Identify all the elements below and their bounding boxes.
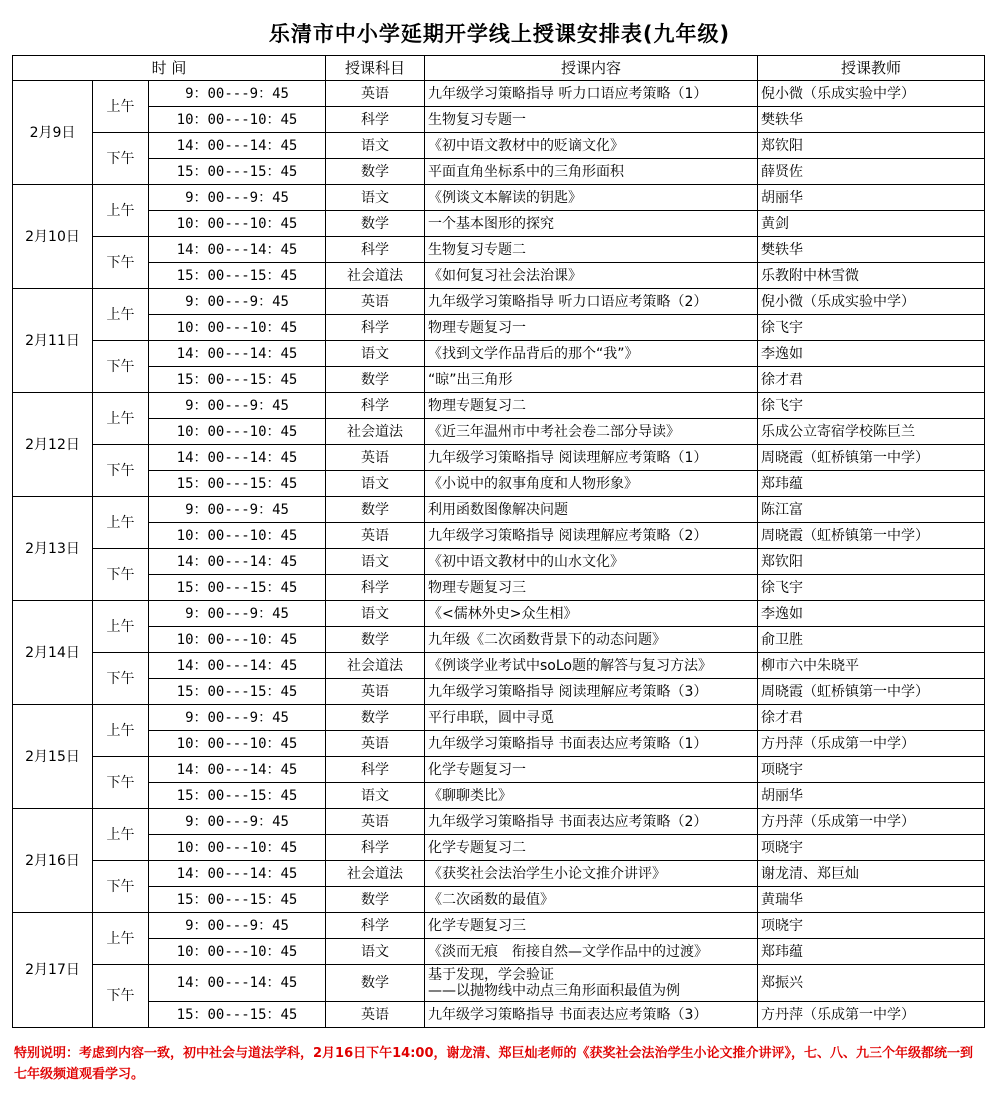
time-cell: 14：00---14：45 [149,445,326,471]
teacher-cell: 陈江富 [758,497,985,523]
time-cell: 10：00---10：45 [149,315,326,341]
teacher-cell: 乐成公立寄宿学校陈巨兰 [758,419,985,445]
table-row [13,471,985,497]
subject-cell: 科学 [326,315,425,341]
time-cell: 15：00---15：45 [149,263,326,289]
content-cell: 化学专题复习一 [425,757,758,783]
subject-cell: 数学 [326,367,425,393]
table-row [13,913,985,939]
subject-cell: 英语 [326,731,425,757]
teacher-cell: 项晓宇 [758,835,985,861]
subject-cell: 科学 [326,575,425,601]
teacher-cell: 项晓宇 [758,757,985,783]
teacher-cell: 周晓霞（虹桥镇第一中学） [758,679,985,705]
content-cell: 九年级学习策略指导 听力口语应考策略（2） [425,289,758,315]
table-row [13,861,985,887]
teacher-cell: 倪小微（乐成实验中学） [758,289,985,315]
teacher-cell: 徐飞宇 [758,393,985,419]
content-cell: 九年级学习策略指导 阅读理解应考策略（2） [425,523,758,549]
schedule-table [12,55,985,1028]
teacher-cell: 李逸如 [758,601,985,627]
subject-cell: 数学 [326,497,425,523]
date-cell: 2月12日 [13,393,93,497]
teacher-cell: 徐飞宇 [758,575,985,601]
subject-cell: 数学 [326,705,425,731]
period-pm: 下午 [93,861,149,913]
date-cell: 2月17日 [13,913,93,1028]
time-cell: 15：00---15：45 [149,679,326,705]
time-cell: 9：00---9：45 [149,809,326,835]
period-am: 上午 [93,81,149,133]
time-cell: 9：00---9：45 [149,497,326,523]
time-cell: 15：00---15：45 [149,159,326,185]
time-cell: 10：00---10：45 [149,939,326,965]
subject-cell: 科学 [326,835,425,861]
table-row [13,341,985,367]
table-row [13,575,985,601]
teacher-cell: 方丹萍（乐成第一中学） [758,809,985,835]
content-cell [425,965,758,1002]
table-row [13,549,985,575]
time-cell: 14：00---14：45 [149,341,326,367]
time-cell: 14：00---14：45 [149,237,326,263]
subject-cell: 英语 [326,445,425,471]
table-row [13,263,985,289]
teacher-cell: 李逸如 [758,341,985,367]
period-pm: 下午 [93,549,149,601]
table-row [13,315,985,341]
teacher-cell: 郑振兴 [758,965,985,1002]
content-cell: 《例谈学业考试中soLo题的解答与复习方法》 [425,653,758,679]
time-cell: 15：00---15：45 [149,471,326,497]
time-cell: 14：00---14：45 [149,861,326,887]
time-cell: 9：00---9：45 [149,81,326,107]
teacher-cell: 柳市六中朱晓平 [758,653,985,679]
table-row [13,965,985,1002]
content-cell: 九年级学习策略指导 听力口语应考策略（1） [425,81,758,107]
teacher-cell: 徐才君 [758,705,985,731]
content-line-1: 基于发现，学会验证 [428,967,555,983]
period-am: 上午 [93,705,149,757]
header-content: 授课内容 [425,56,758,81]
subject-cell: 数学 [326,965,425,1002]
period-am: 上午 [93,809,149,861]
table-row [13,445,985,471]
content-cell: 《初中语文教材中的贬谪文化》 [425,133,758,159]
table-row [13,107,985,133]
teacher-cell: 乐教附中林雪微 [758,263,985,289]
table-row [13,81,985,107]
date-cell: 2月14日 [13,601,93,705]
teacher-cell: 胡丽华 [758,783,985,809]
time-cell: 14：00---14：45 [149,757,326,783]
teacher-cell: 俞卫胜 [758,627,985,653]
content-cell: 《近三年温州市中考社会卷二部分导读》 [425,419,758,445]
content-cell: 《例谈文本解读的钥匙》 [425,185,758,211]
subject-cell: 英语 [326,1002,425,1028]
table-row [13,185,985,211]
subject-cell: 英语 [326,523,425,549]
period-pm: 下午 [93,965,149,1028]
teacher-cell: 倪小微（乐成实验中学） [758,81,985,107]
time-cell: 14：00---14：45 [149,965,326,1002]
period-pm: 下午 [93,341,149,393]
time-cell: 15：00---15：45 [149,367,326,393]
teacher-cell: 项晓宇 [758,913,985,939]
time-cell: 14：00---14：45 [149,133,326,159]
table-row [13,783,985,809]
table-row [13,939,985,965]
table-row [13,887,985,913]
table-row [13,653,985,679]
date-cell: 2月11日 [13,289,93,393]
subject-cell: 社会道法 [326,263,425,289]
content-cell: “晾”出三角形 [425,367,758,393]
teacher-cell: 樊轶华 [758,237,985,263]
content-cell: 《如何复习社会法治课》 [425,263,758,289]
subject-cell: 数学 [326,159,425,185]
teacher-cell: 郑玮蕴 [758,939,985,965]
content-cell: 一个基本图形的探究 [425,211,758,237]
table-row [13,159,985,185]
content-cell: 物理专题复习三 [425,575,758,601]
subject-cell: 科学 [326,757,425,783]
date-cell: 2月10日 [13,185,93,289]
header-time: 时 间 [13,56,326,81]
table-row [13,1002,985,1028]
teacher-cell: 黄瑞华 [758,887,985,913]
special-note: 特别说明：考虑到内容一致，初中社会与道法学科，2月16日下午14:00，谢龙清、郑巨灿老师的《获奖社会法治学生小论文推介讲评》，七、八、九三个年级都统一到七年级频道观看学习。 [14,1046,974,1082]
table-row [13,809,985,835]
time-cell: 15：00---15：45 [149,783,326,809]
content-cell: 生物复习专题一 [425,107,758,133]
content-cell: 物理专题复习一 [425,315,758,341]
content-cell: 九年级学习策略指导 阅读理解应考策略（1） [425,445,758,471]
content-cell: 化学专题复习二 [425,835,758,861]
teacher-cell: 黄剑 [758,211,985,237]
subject-cell: 数学 [326,627,425,653]
period-am: 上午 [93,601,149,653]
content-cell: 《找到文学作品背后的那个“我”》 [425,341,758,367]
table-row [13,497,985,523]
content-cell: 《获奖社会法治学生小论文推介讲评》 [425,861,758,887]
subject-cell: 科学 [326,393,425,419]
content-cell: 化学专题复习三 [425,913,758,939]
table-row [13,627,985,653]
time-cell: 10：00---10：45 [149,731,326,757]
period-am: 上午 [93,913,149,965]
content-cell: 《淡而无痕 衔接自然—文学作品中的过渡》 [425,939,758,965]
subject-cell: 语文 [326,939,425,965]
teacher-cell: 徐才君 [758,367,985,393]
period-pm: 下午 [93,133,149,185]
time-cell: 9：00---9：45 [149,601,326,627]
table-row [13,237,985,263]
content-cell: 物理专题复习二 [425,393,758,419]
subject-cell: 数学 [326,887,425,913]
teacher-cell: 樊轶华 [758,107,985,133]
time-cell: 14：00---14：45 [149,653,326,679]
period-pm: 下午 [93,445,149,497]
period-am: 上午 [93,497,149,549]
subject-cell: 科学 [326,237,425,263]
content-cell: 平行串联，圆中寻觅 [425,705,758,731]
subject-cell: 社会道法 [326,861,425,887]
subject-cell: 英语 [326,289,425,315]
time-cell: 15：00---15：45 [149,887,326,913]
date-cell: 2月15日 [13,705,93,809]
table-row [13,367,985,393]
table-row [13,705,985,731]
time-cell: 14：00---14：45 [149,549,326,575]
date-cell: 2月13日 [13,497,93,601]
subject-cell: 社会道法 [326,419,425,445]
teacher-cell: 徐飞宇 [758,315,985,341]
teacher-cell: 薛贤佐 [758,159,985,185]
subject-cell: 语文 [326,341,425,367]
subject-cell: 语文 [326,185,425,211]
content-cell: 《聊聊类比》 [425,783,758,809]
content-cell: 《二次函数的最值》 [425,887,758,913]
teacher-cell: 方丹萍（乐成第一中学） [758,731,985,757]
table-row [13,835,985,861]
content-cell: 九年级学习策略指导 书面表达应考策略（2） [425,809,758,835]
period-am: 上午 [93,289,149,341]
time-cell: 10：00---10：45 [149,107,326,133]
teacher-cell: 谢龙清、郑巨灿 [758,861,985,887]
teacher-cell: 郑玮蕴 [758,471,985,497]
content-cell: 九年级《二次函数背景下的动态问题》 [425,627,758,653]
time-cell: 9：00---9：45 [149,185,326,211]
content-cell: 九年级学习策略指导 阅读理解应考策略（3） [425,679,758,705]
content-cell: 九年级学习策略指导 书面表达应考策略（3） [425,1002,758,1028]
teacher-cell: 胡丽华 [758,185,985,211]
period-pm: 下午 [93,757,149,809]
subject-cell: 科学 [326,107,425,133]
time-cell: 10：00---10：45 [149,523,326,549]
subject-cell: 英语 [326,679,425,705]
table-row [13,211,985,237]
subject-cell: 语文 [326,133,425,159]
time-cell: 15：00---15：45 [149,575,326,601]
teacher-cell: 周晓霞（虹桥镇第一中学） [758,523,985,549]
teacher-cell: 周晓霞（虹桥镇第一中学） [758,445,985,471]
content-cell: 平面直角坐标系中的三角形面积 [425,159,758,185]
subject-cell: 语文 [326,783,425,809]
table-row [13,523,985,549]
teacher-cell: 方丹萍（乐成第一中学） [758,1002,985,1028]
teacher-cell: 郑钦阳 [758,549,985,575]
content-cell: 利用函数图像解决问题 [425,497,758,523]
table-row [13,419,985,445]
date-cell: 2月16日 [13,809,93,913]
time-cell: 10：00---10：45 [149,419,326,445]
content-cell: 生物复习专题二 [425,237,758,263]
table-row [13,133,985,159]
content-line-2: ——以抛物线中动点三角形面积最值为例 [428,983,681,999]
period-pm: 下午 [93,237,149,289]
time-cell: 10：00---10：45 [149,211,326,237]
content-cell: 九年级学习策略指导 书面表达应考策略（1） [425,731,758,757]
header-teacher: 授课教师 [758,56,985,81]
period-pm: 下午 [93,653,149,705]
table-row [13,601,985,627]
subject-cell: 社会道法 [326,653,425,679]
content-cell: 《初中语文教材中的山水文化》 [425,549,758,575]
subject-cell: 语文 [326,601,425,627]
period-am: 上午 [93,185,149,237]
table-row [13,289,985,315]
time-cell: 15：00---15：45 [149,1002,326,1028]
table-row [13,679,985,705]
time-cell: 10：00---10：45 [149,627,326,653]
subject-cell: 语文 [326,549,425,575]
subject-cell: 英语 [326,809,425,835]
header-subject: 授课科目 [326,56,425,81]
table-row [13,757,985,783]
date-cell: 2月9日 [13,81,93,185]
page-title: 乐清市中小学延期开学线上授课安排表(九年级) [268,22,731,46]
time-cell: 9：00---9：45 [149,289,326,315]
header-row [13,56,985,81]
subject-cell: 科学 [326,913,425,939]
period-am: 上午 [93,393,149,445]
content-cell: 《小说中的叙事角度和人物形象》 [425,471,758,497]
subject-cell: 语文 [326,471,425,497]
time-cell: 9：00---9：45 [149,393,326,419]
time-cell: 9：00---9：45 [149,913,326,939]
time-cell: 10：00---10：45 [149,835,326,861]
subject-cell: 英语 [326,81,425,107]
subject-cell: 数学 [326,211,425,237]
teacher-cell: 郑钦阳 [758,133,985,159]
table-row [13,393,985,419]
content-cell: 《<儒林外史>众生相》 [425,601,758,627]
time-cell: 9：00---9：45 [149,705,326,731]
table-row [13,731,985,757]
